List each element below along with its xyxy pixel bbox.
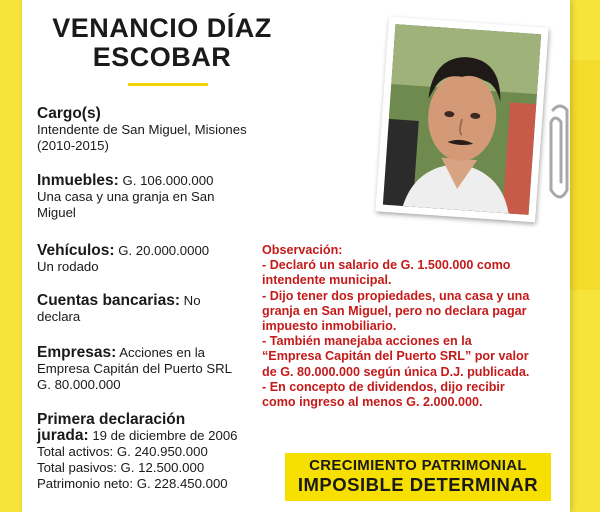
observation-title: Observación: — [262, 243, 343, 257]
cuentas-section — [37, 293, 201, 325]
declaracion-label-line2: jurada: — [37, 427, 89, 444]
conclusion-banner — [285, 453, 551, 501]
total-pasivos: Total pasivos: G. 12.500.000 — [37, 460, 205, 475]
name-underline — [128, 83, 208, 86]
portrait-photo-frame — [375, 17, 548, 223]
declaracion-date: 19 de diciembre de 2006 — [88, 428, 238, 443]
inmuebles-line3: Miguel — [37, 205, 76, 220]
observation-line: - Declaró un salario de G. 1.500.000 como — [262, 258, 511, 273]
cuentas-line2: declara — [37, 309, 81, 324]
total-activos: Total activos: G. 240.950.000 — [37, 444, 208, 459]
observation-line: impuesto inmobiliario. — [262, 319, 397, 334]
declaracion-label-line1: Primera declaración — [37, 411, 186, 428]
empresas-line3: G. 80.000.000 — [37, 377, 121, 392]
vehiculos-line2: Un rodado — [37, 259, 99, 274]
empresas-amount: Acciones en la — [116, 345, 205, 360]
cargo-section — [37, 106, 247, 154]
inmuebles-line2: Una casa y una granja en San — [37, 189, 215, 204]
cargo-line1: Intendente de San Miguel, Misiones — [37, 122, 247, 137]
observation-line: “Empresa Capitán del Puerto SRL” por valor — [262, 349, 529, 364]
portrait-photo — [383, 24, 541, 215]
declaracion-section — [37, 412, 238, 492]
inmuebles-section — [37, 173, 214, 221]
vehiculos-label: Vehículos: — [37, 242, 115, 259]
patrimonio-neto: Patrimonio neto: G. 228.450.000 — [37, 476, 228, 491]
banner-line2: IMPOSIBLE DETERMINAR — [297, 474, 539, 495]
observation-line: de G. 80.000.000 según única D.J. publicada. — [262, 364, 530, 379]
person-name — [52, 14, 272, 72]
person-name-line2: ESCOBAR — [92, 42, 232, 72]
vehiculos-section — [37, 243, 209, 275]
observation-block — [262, 243, 562, 410]
empresas-label: Empresas: — [37, 344, 117, 361]
cargo-label: Cargo(s) — [37, 105, 101, 122]
empresas-section — [37, 345, 232, 393]
paperclip-icon — [543, 100, 577, 210]
cargo-line2: (2010-2015) — [37, 138, 109, 153]
cuentas-label: Cuentas bancarias: — [37, 292, 180, 309]
empresas-line2: Empresa Capitán del Puerto SRL — [37, 361, 232, 376]
observation-line: - Dijo tener dos propiedades, una casa y una — [262, 288, 530, 303]
observation-line: como ingreso al menos G. 2.000.000. — [262, 395, 483, 410]
inmuebles-label: Inmuebles: — [37, 172, 119, 189]
observation-line: - En concepto de dividendos, dijo recibir — [262, 379, 505, 394]
person-name-line1: VENANCIO DÍAZ — [52, 13, 272, 43]
portrait-illustration — [383, 24, 541, 215]
inmuebles-amount: G. 106.000.000 — [118, 173, 214, 188]
observation-line: - También manejaba acciones en la — [262, 334, 472, 349]
observation-line: intendente municipal. — [262, 273, 392, 288]
cuentas-amount: No — [180, 293, 201, 308]
vehiculos-amount: G. 20.000.0000 — [114, 243, 210, 258]
banner-line1: CRECIMIENTO PATRIMONIAL — [309, 457, 527, 474]
observation-line: granja en San Miguel, pero no declara pagar — [262, 303, 527, 318]
